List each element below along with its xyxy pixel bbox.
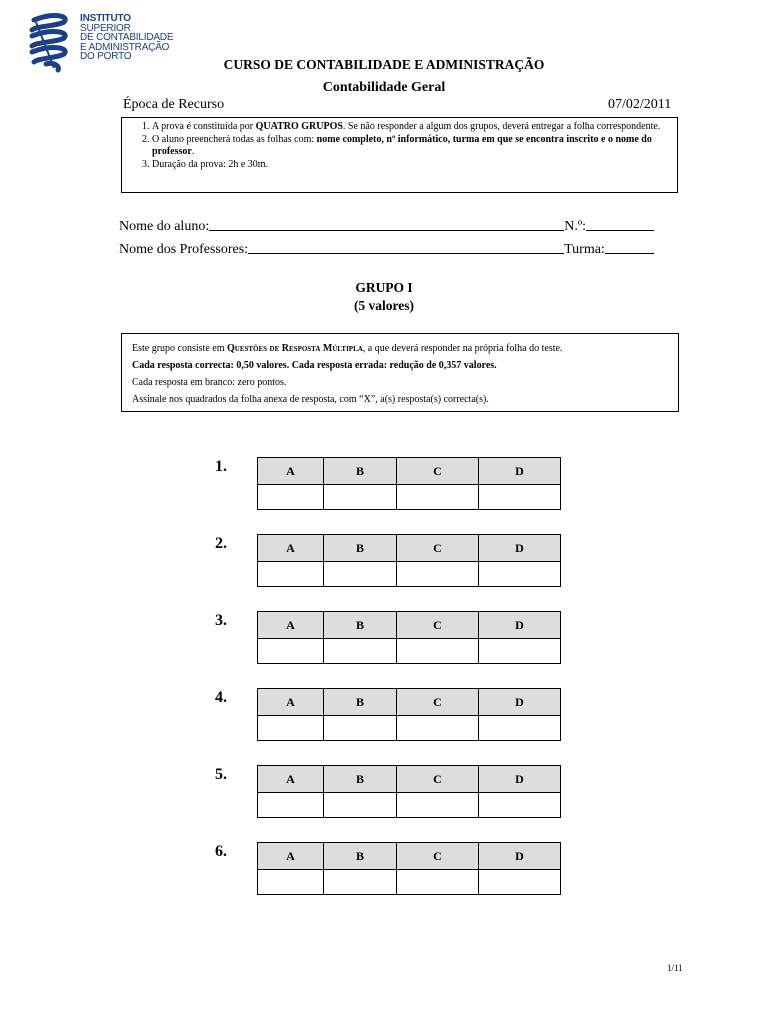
answer-box[interactable] [479,870,561,895]
question-number: 3. [215,612,227,629]
instruction-emphasis: nome completo, nº informático, turma em que se encontra inscrito e o nome do professor [152,133,652,157]
answer-box[interactable] [397,562,479,587]
answer-checkbox-row [258,793,561,818]
question-number: 5. [215,766,227,783]
course-title: CURSO DE CONTABILIDADE E ADMINISTRAÇÃO [223,57,545,72]
option-label: A [258,843,324,870]
answer-box[interactable] [258,562,324,587]
answer-box[interactable] [397,870,479,895]
page-number: 1/11 [667,963,683,973]
answer-box[interactable] [324,639,397,664]
class-line[interactable] [605,239,654,254]
answer-box[interactable] [397,793,479,818]
option-label: D [479,458,561,485]
option-label: B [324,458,397,485]
question-number: 1. [215,458,227,475]
answer-options-row [258,535,561,562]
group-heading [0,279,768,315]
option-label: C [397,458,479,485]
option-label: D [479,766,561,793]
logo-line: SUPERIOR [80,22,131,34]
answer-table [257,688,561,741]
option-label: B [324,689,397,716]
student-number-line[interactable] [586,216,654,231]
group-rules-box [121,333,679,412]
option-label: B [324,535,397,562]
question-number: 6. [215,843,227,860]
answer-checkbox-row [258,485,561,510]
option-label: A [258,458,324,485]
group-rule-text: Este grupo consiste em [132,343,227,354]
option-label: C [397,535,479,562]
answer-table [257,765,561,818]
answer-box[interactable] [324,485,397,510]
subject-title: Contabilidade Geral [322,80,446,95]
answer-options-row [258,689,561,716]
logo-line: DO PORTO [80,51,132,63]
option-label: D [479,689,561,716]
option-label: C [397,766,479,793]
student-info-row [119,216,654,235]
answer-options-row [258,458,561,485]
answer-table [257,457,561,510]
student-name-line[interactable] [209,216,564,231]
group-points: (5 valores) [353,298,415,313]
group-rule-text: , a que deverá responder na própria folha do teste. [362,343,563,354]
class-label: Turma: [564,242,605,257]
professors-label: Nome dos Professores: [119,242,249,257]
option-label: A [258,689,324,716]
exam-date: 07/02/2011 [608,97,672,112]
option-label: B [324,612,397,639]
answer-box[interactable] [258,639,324,664]
student-name-label: Nome do aluno: [119,219,210,234]
answer-box[interactable] [479,639,561,664]
answer-box[interactable] [324,870,397,895]
instructions-box [121,117,678,193]
instructions-list [122,121,677,171]
answer-options-row [258,843,561,870]
instruction-text: A prova é constituída por [152,121,256,132]
answer-box[interactable] [397,716,479,741]
instruction-text: Duração da prova: 2h e 30m. [152,158,269,170]
answer-box[interactable] [324,562,397,587]
professor-info-row [119,239,654,258]
instruction-item [152,134,677,159]
answer-options-row [258,766,561,793]
answer-box[interactable] [479,716,561,741]
option-label: A [258,766,324,793]
option-label: D [479,535,561,562]
instruction-text: . Se não responder a algum dos grupos, deverá entregar a folha correspondente. [342,121,661,132]
option-label: C [397,843,479,870]
option-label: B [324,766,397,793]
answer-box[interactable] [479,485,561,510]
question-number: 4. [215,689,227,706]
instruction-emphasis: QUATRO GRUPOS [255,121,343,132]
group-rule-line [132,340,678,357]
instruction-item [152,159,677,172]
answer-checkbox-row [258,716,561,741]
group-rule-line: Assinale nos quadrados da folha anexa de resposta, com “X”, a(s) resposta(s) correcta(s). [132,394,489,405]
option-label: D [479,843,561,870]
answer-checkbox-row [258,562,561,587]
exam-period: Época de Recurso [123,97,225,112]
option-label: C [397,612,479,639]
option-label: A [258,535,324,562]
option-label: A [258,612,324,639]
logo-line: E ADMINISTRAÇÃO [80,41,170,53]
question-number: 2. [215,535,227,552]
answer-box[interactable] [324,716,397,741]
answer-table [257,611,561,664]
answer-box[interactable] [479,562,561,587]
answer-options-row [258,612,561,639]
logo-text [80,14,176,62]
answer-checkbox-row [258,639,561,664]
answer-box[interactable] [324,793,397,818]
professors-line[interactable] [248,239,564,254]
option-label: B [324,843,397,870]
group-rule-emphasis: Questões de Resposta Múltipla [226,343,363,354]
instruction-item [152,121,677,134]
answer-box[interactable] [258,870,324,895]
student-number-label: N.º: [564,219,587,234]
group-rule-line: Cada resposta em branco: zero pontos. [132,377,287,388]
option-label: D [479,612,561,639]
instruction-text: . [191,146,195,157]
logo-line: INSTITUTO [80,13,131,24]
answer-table [257,842,561,895]
logo-line: DE CONTABILIDADE [80,32,174,44]
answer-box[interactable] [397,485,479,510]
answer-box[interactable] [397,639,479,664]
group-title: GRUPO I [355,280,413,295]
instruction-text: O aluno preencherá todas as folhas com: [152,133,317,145]
option-label: C [397,689,479,716]
answer-checkbox-row [258,870,561,895]
answer-box[interactable] [479,793,561,818]
answer-box[interactable] [258,793,324,818]
answer-box[interactable] [258,485,324,510]
answer-table [257,534,561,587]
answer-box[interactable] [258,716,324,741]
group-rule-line: Cada resposta correcta: 0,50 valores. Cada resposta errada: redução de 0,357 valores. [132,360,497,371]
